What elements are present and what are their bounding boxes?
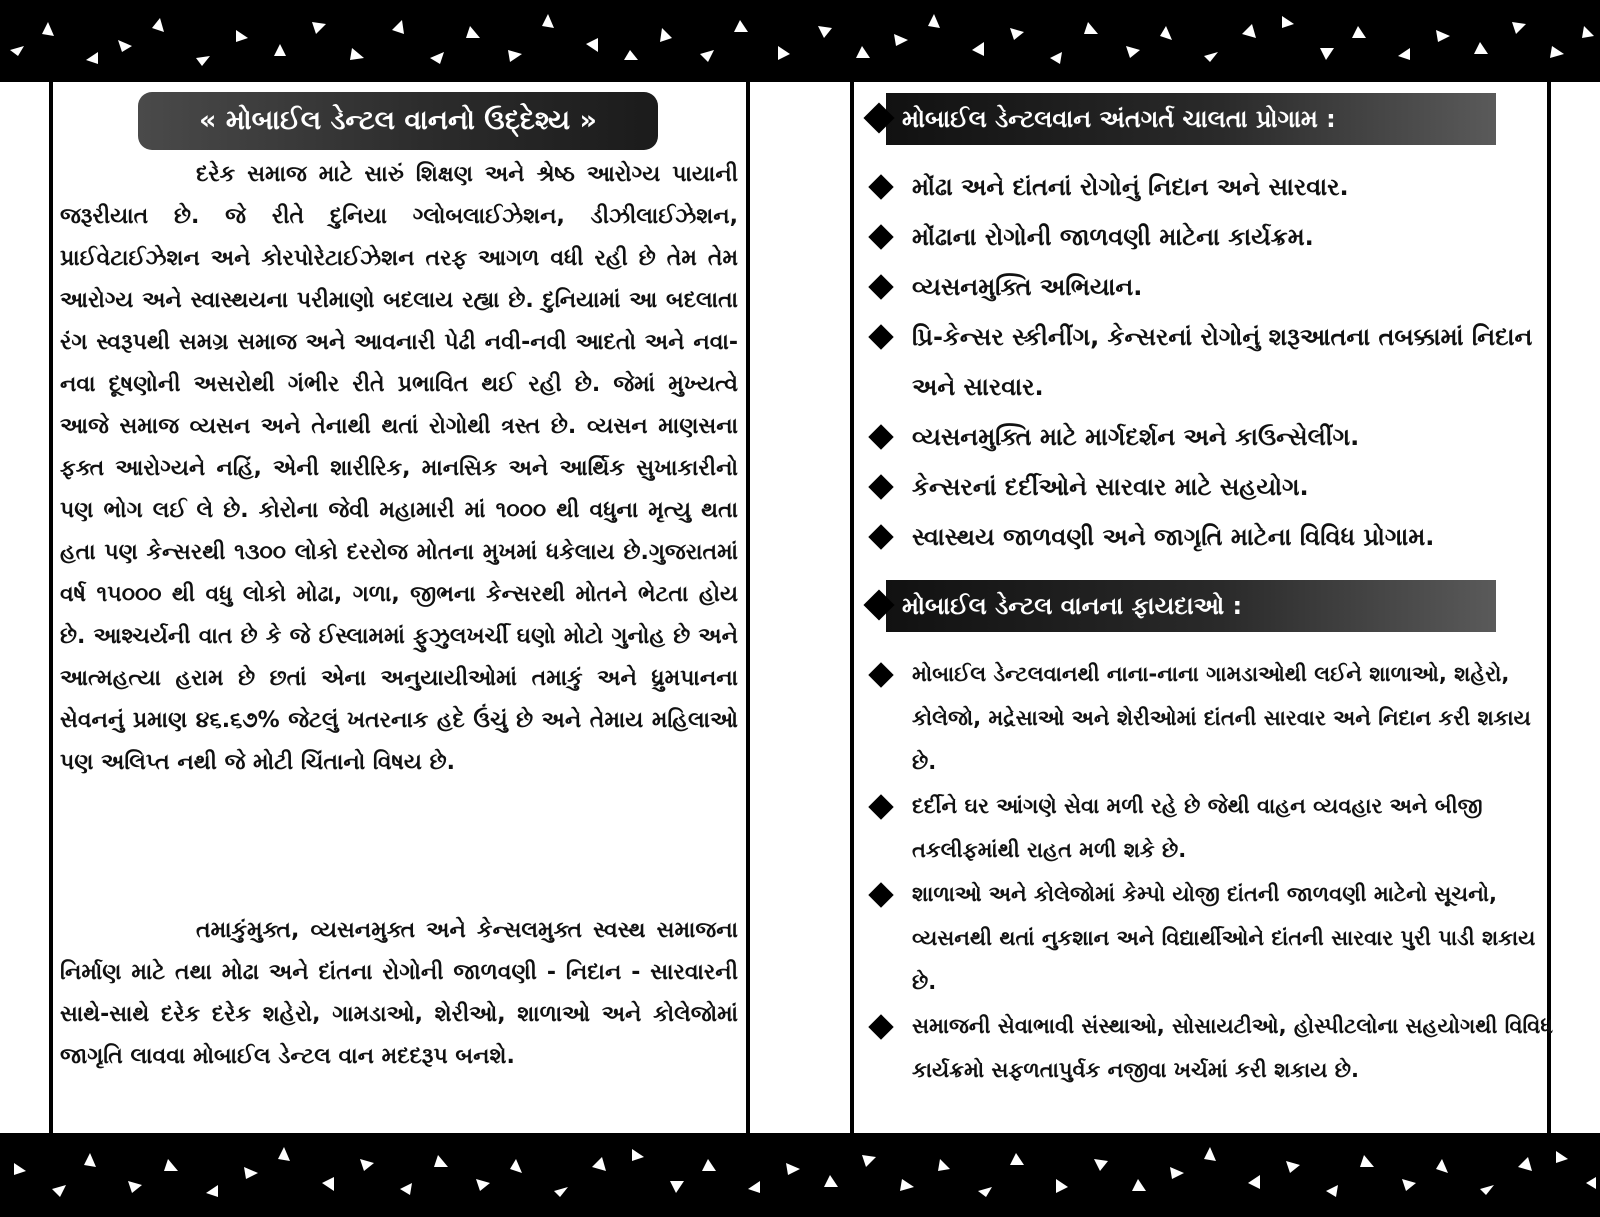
objective-paragraph-2-text: તમાકુંમુક્ત, વ્યસનમુક્ત અને કેન્સલમુક્ત સ્વસ્થ સમાજના નિર્માણ માટે તથા મોઢા અને દાંતના રોગોની જાળવણી - નિદાન - સારવારની સાથે-સાથે દરેક દરેક શહેરો, ગામડાઓ, શેરીઓ, શાળાઓ અને કોલેજોમાં જાગૃતિ લાવવા મોબાઈલ ડેન્ટલ વાન મદદરૂપ બનશે. bbox=[60, 918, 738, 1069]
diamond-bullet-icon bbox=[868, 882, 893, 907]
benefit-item-text: શાળાઓ અને કોલેજોમાં કેમ્પો યોજી દાંતની જાળવણી માટેનો સૂચનો, વ્યસનથી થતાં નુકશાન અને વિદ્યાર્થીઓને દાંતની સારવાર પુરી પાડી શકાય છે. bbox=[912, 882, 1536, 994]
left-border-line bbox=[49, 82, 53, 1133]
benefit-item bbox=[868, 652, 1558, 784]
objective-paragraph-2 bbox=[60, 910, 738, 1078]
diamond-bullet-icon bbox=[868, 794, 893, 819]
diamond-bullet-icon bbox=[868, 524, 893, 549]
objective-paragraph-1-text: દરેક સમાજ માટે સારું શિક્ષણ અને શ્રેષ્ઠ આરોગ્ય પાયાની જરૂરીયાત છે. જે રીતે દુનિયા ગ્લોબલાઈઝેશન, ડીઝીલાઈઝેશન, પ્રાઈવેટાઈઝેશન અને કોરપોરેટાઈઝેશન તરફ આગળ વધી રહી છે તેમ તેમ આરોગ્ય અને સ્વાસ્થયના પરીમાણો બદલાય રહ્યા છે. દુનિયામાં આ બદલાતા રંગ સ્વરૂપથી સમગ્ર સમાજ અને આવનારી પેઢી નવી-નવી આદતો અને નવા-નવા દૂષણોની અસરોથી ગંભીર રીતે પ્રભાવિત થઈ રહી છે. જેમાં મુખ્યત્વે આજે સમાજ વ્યસન અને તેનાથી થતાં રોગોથી ત્રસ્ત છે. વ્યસન માણસના ફક્ત આરોગ્યને નહિં, એની શારીરિક, માનસિક અને આર્થિક સુખાકારીનો પણ ભોગ લઈ લે છે. કોરોના જેવી મહામારી માં ૧૦૦૦ થી વધુના મૃત્યુ થતા હતા પણ કેન્સરથી ૧૩૦૦ લોકો દરરોજ મોતના મુખમાં ધકેલાય છે.ગુજરાતમાં વર્ષ ૧૫૦૦૦ થી વધુ લોકો મોઢા, ગળા, જીભના કેન્સરથી મોતને ભેટતા હોય છે. આશ્ચર્યની વાત છે કે જે ઈસ્લામમાં ફુઝુલખર્ચી ઘણો મોટો ગુનોહ છે અને આત્મહત્યા હરામ છે છતાં એના અનુયાયીઓમાં તમાકું અને ધ્રુમપાનના સેવનનું પ્રમાણ ૪૬.૬૭% જેટલું ખતરનાક હદે ઉંચું છે અને તેમાય મહિલાઓ પણ અલિપ્ત નથી જે મોટી ચિંતાનો વિષય છે. bbox=[60, 162, 738, 775]
diamond-bullet-icon bbox=[868, 424, 893, 449]
benefits-heading-text: મોબાઈલ ડેન્ટલ વાનના ફાયદાઓ : bbox=[886, 580, 1496, 632]
program-item bbox=[868, 412, 1558, 462]
section-title-objective: « મોબાઈલ ડેન્ટલ વાનનો ઉદ્દેશ્ય » bbox=[138, 92, 658, 150]
top-confetti-pattern bbox=[0, 0, 1600, 82]
benefit-item-text: સમાજની સેવાભાવી સંસ્થાઓ, સોસાયટીઓ, હોસ્પીટલોના સહયોગથી વિવિધ કાર્યક્રમો સફળતાપુર્વક નજીવા ખર્ચમાં કરી શકાય છે. bbox=[912, 1014, 1553, 1082]
diamond-bullet-icon bbox=[868, 224, 893, 249]
program-item-text: વ્યસનમુક્તિ અભિયાન. bbox=[912, 273, 1143, 301]
diamond-bullet-icon bbox=[868, 662, 893, 687]
diamond-bullet-icon bbox=[868, 1014, 893, 1039]
right-column-left-line bbox=[850, 82, 854, 1133]
diamond-bullet-icon bbox=[868, 274, 893, 299]
benefit-item-text: દર્દીને ઘર આંગણે સેવા મળી રહે છે જેથી વાહન વ્યવહાર અને બીજી તકલીફમાંથી રાહત મળી શકે છે. bbox=[912, 794, 1483, 862]
program-item bbox=[868, 512, 1558, 562]
diamond-bullet-icon bbox=[868, 474, 893, 499]
program-item-text: સ્વાસ્થય જાળવણી અને જાગૃતિ માટેના વિવિધ પ્રોગામ. bbox=[912, 523, 1435, 551]
program-item bbox=[868, 262, 1558, 312]
bottom-pattern-band bbox=[0, 1133, 1600, 1217]
program-item-text: વ્યસનમુક્તિ માટે માર્ગદર્શન અને કાઉન્સેલીંગ. bbox=[912, 423, 1360, 451]
programs-heading-text: મોબાઈલ ડેન્ટલવાન અંતગર્ત ચાલતા પ્રોગામ : bbox=[886, 93, 1496, 145]
left-column-right-line bbox=[746, 82, 750, 1133]
programs-list bbox=[868, 162, 1558, 562]
top-pattern-band bbox=[0, 0, 1600, 82]
program-item-text: મોંઢા અને દાંતનાં રોગોનું નિદાન અને સારવાર. bbox=[912, 173, 1349, 201]
benefit-item bbox=[868, 872, 1558, 1004]
benefit-item bbox=[868, 1004, 1558, 1092]
programs-heading bbox=[868, 93, 1496, 145]
program-item-text: મોંઢાના રોગોની જાળવણી માટેના કાર્યક્રમ. bbox=[912, 223, 1314, 251]
diamond-bullet-icon bbox=[868, 174, 893, 199]
benefits-list bbox=[868, 652, 1558, 1092]
program-item bbox=[868, 462, 1558, 512]
program-item bbox=[868, 162, 1558, 212]
program-item bbox=[868, 312, 1558, 412]
program-item-text: પ્રિ-કેન્સર સ્કીનીંગ, કેન્સરનાં રોગોનું શરૂઆતના તબક્કામાં નિદાન અને સારવાર. bbox=[912, 323, 1533, 401]
objective-paragraph-1 bbox=[60, 154, 738, 784]
benefits-heading bbox=[868, 580, 1496, 632]
benefit-item bbox=[868, 784, 1558, 872]
diamond-bullet-icon bbox=[868, 324, 893, 349]
bottom-confetti-pattern bbox=[0, 1133, 1600, 1217]
program-item bbox=[868, 212, 1558, 262]
program-item-text: કેન્સરનાં દર્દીઓને સારવાર માટે સહયોગ. bbox=[912, 473, 1309, 501]
benefit-item-text: મોબાઈલ ડેન્ટલવાનથી નાના-નાના ગામડાઓથી લઈને શાળાઓ, શહેરો, કોલેજો, મદ્રેસાઓ અને શેરીઓમાં દાંતની સારવાર અને નિદાન કરી શકાય છે. bbox=[912, 662, 1531, 774]
